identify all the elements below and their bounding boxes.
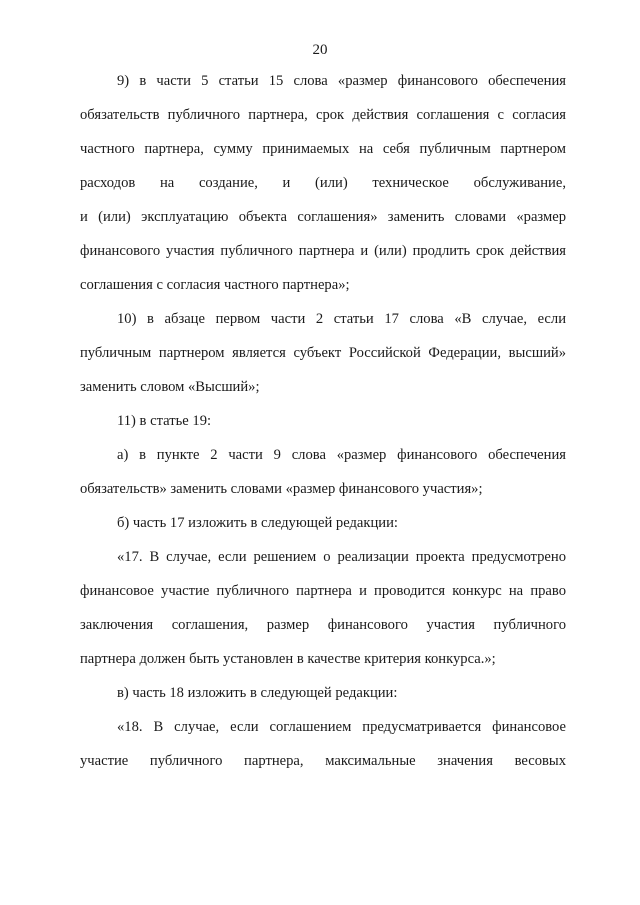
- text-line: частного партнера, сумму принимаемых на себя публичным партнером: [80, 141, 566, 157]
- text-line: 11) в статье 19:: [117, 413, 212, 429]
- text-line: б) часть 17 изложить в следующей редакции:: [117, 515, 398, 531]
- text-line: участие публичного партнера, максимальные значения весовых: [80, 753, 566, 769]
- text-line: публичным партнером является субъект Российской Федерации, высший»: [80, 345, 566, 361]
- text-line: «18. В случае, если соглашением предусматривается финансовое: [117, 719, 566, 735]
- document-body: [80, 64, 566, 778]
- text-line: партнера должен быть установлен в качестве критерия конкурса.»;: [80, 651, 496, 667]
- text-line: а) в пункте 2 части 9 слова «размер финансового обеспечения: [117, 447, 566, 463]
- text-line: «17. В случае, если решением о реализации проекта предусмотрено: [117, 549, 566, 565]
- text-line: соглашения с согласия частного партнера»;: [80, 277, 350, 293]
- text-line: и (или) эксплуатацию объекта соглашения» заменить словами «размер: [80, 209, 566, 225]
- text-line: финансового участия публичного партнера и (или) продлить срок действия: [80, 243, 566, 259]
- text-line: заключения соглашения, размер финансового участия публичного: [80, 617, 566, 633]
- text-line: 9) в части 5 статьи 15 слова «размер финансового обеспечения: [117, 73, 566, 89]
- text-line: в) часть 18 изложить в следующей редакции:: [117, 685, 398, 701]
- text-line: обязательств публичного партнера, срок действия соглашения с согласия: [80, 107, 566, 123]
- text-line: расходов на создание, и (или) техническое обслуживание,: [80, 175, 566, 191]
- text-line: обязательств» заменить словами «размер финансового участия»;: [80, 481, 483, 497]
- page-number: 20: [312, 42, 328, 58]
- text-line: финансовое участие публичного партнера и проводится конкурс на право: [80, 583, 566, 599]
- text-line: заменить словом «Высший»;: [80, 379, 260, 395]
- text-line: 10) в абзаце первом части 2 статьи 17 слова «В случае, если: [117, 311, 566, 327]
